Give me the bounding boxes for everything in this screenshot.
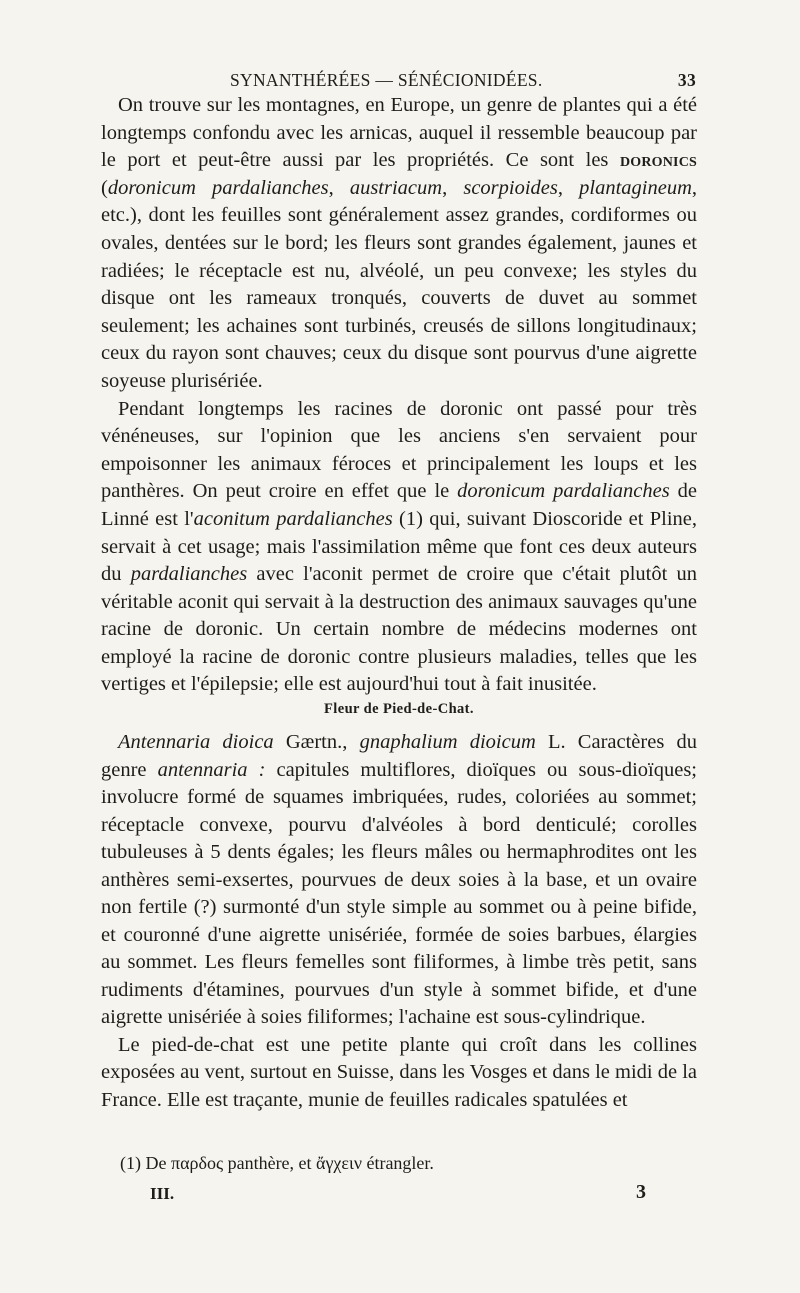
page-number: 33 [677,70,696,90]
cat-paragraph-1: Antennaria dioica Gærtn., gnaphalium dioicum L. Caractères du genre antennaria : capitules multiflores, dioïques ou sous-dioïques; involucre formé de squames imbriquées, rudes, coloriées au sommet; réceptacle convexe, pourvu d'alvéoles à bord denticulé; corolles tubuleuses à 5 dents égales; les fleurs mâles ou hermaphrodites ont les anthères semi-exsertes, pourvues de deux soies à la base, et un ovaire non fertile (?) surmonté d'un style simple au sommet ou à peine bifide, et couronné d'une aigrette unisériée, formée de soies barbues, élargies au sommet. Les fleurs femelles sont filiformes, à limbe très petit, sans rudiments d'étamines, pourvues d'un style à sommet bifide, et d'une aigrette unisériée à soies filiformes; l'achaine est sous-cylindrique. [101,731,698,1028]
section-title: Fleur de Pied-de-Chat. [324,701,474,717]
doronics-term: doronics [619,149,697,172]
folio-number: 3 [636,1181,646,1203]
cat-text-block [101,729,697,1114]
cat-paragraph-2: Le pied-de-chat est une petite plante qui croît dans les collines exposées au vent, surtout en Suisse, dans les Vosges et dans le midi de la France. Elle est traçante, munie de feuilles radicales spatulées et [101,1033,697,1111]
doronic-paragraph-2: Pendant longtemps les racines de doronic ont passé pour très vénéneuses, sur l'opinion que les anciens s'en servaient pour empoisonner les animaux féroces et principalement les loups et les panthères. On peut croire en effet que le doronicum pardalianches de Linné est l'aconitum pardalianches (1) qui, suivant Dioscoride et Pline, servait à cet usage; mais l'assimilation même que font ces deux auteurs du pardalianches avec l'aconit permet de croire que c'était plutôt un véritable aconit qui servait à la destruction des animaux sauvages qu'une racine de doronic. Un certain nombre de médecins modernes ont employé la racine de doronic contre plusieurs maladies, telles que les vertiges et l'épilepsie; elle est aujourd'hui tout à fait inusitée. [101,397,698,696]
footnote: (1) De παρδος panthère, et ἄγχειν étrangler. [120,1153,434,1173]
running-title: SYNANTHÉRÉES — SÉNÉCIONIDÉES. [230,70,543,90]
doronic-text-block [101,92,697,699]
signature-mark: III. [150,1184,175,1203]
doronic-paragraph-1: On trouve sur les montagnes, en Europe, un genre de plantes qui a été longtemps confondu avec les arnicas, auquel il ressemble beaucoup par le port et peut-être aussi par les propriétés. Ce sont les doronics (doronicum pardalianches, austriacum, scorpioides, plantagineum, etc.), dont les feuilles sont généralement assez grandes, cordiformes ou ovales, dentées sur le bord; les fleurs sont grandes également, jaunes et radiées; le réceptacle est nu, alvéolé, un peu convexe; les styles du disque ont les rameaux tronqués, couverts de duvet au sommet seulement; les achaines sont turbinés, creusés de sillons longitudinaux; ceux du rayon sont chauves; ceux du disque sont pourvus d'une aigrette soyeuse plurisériée. [101,94,698,392]
